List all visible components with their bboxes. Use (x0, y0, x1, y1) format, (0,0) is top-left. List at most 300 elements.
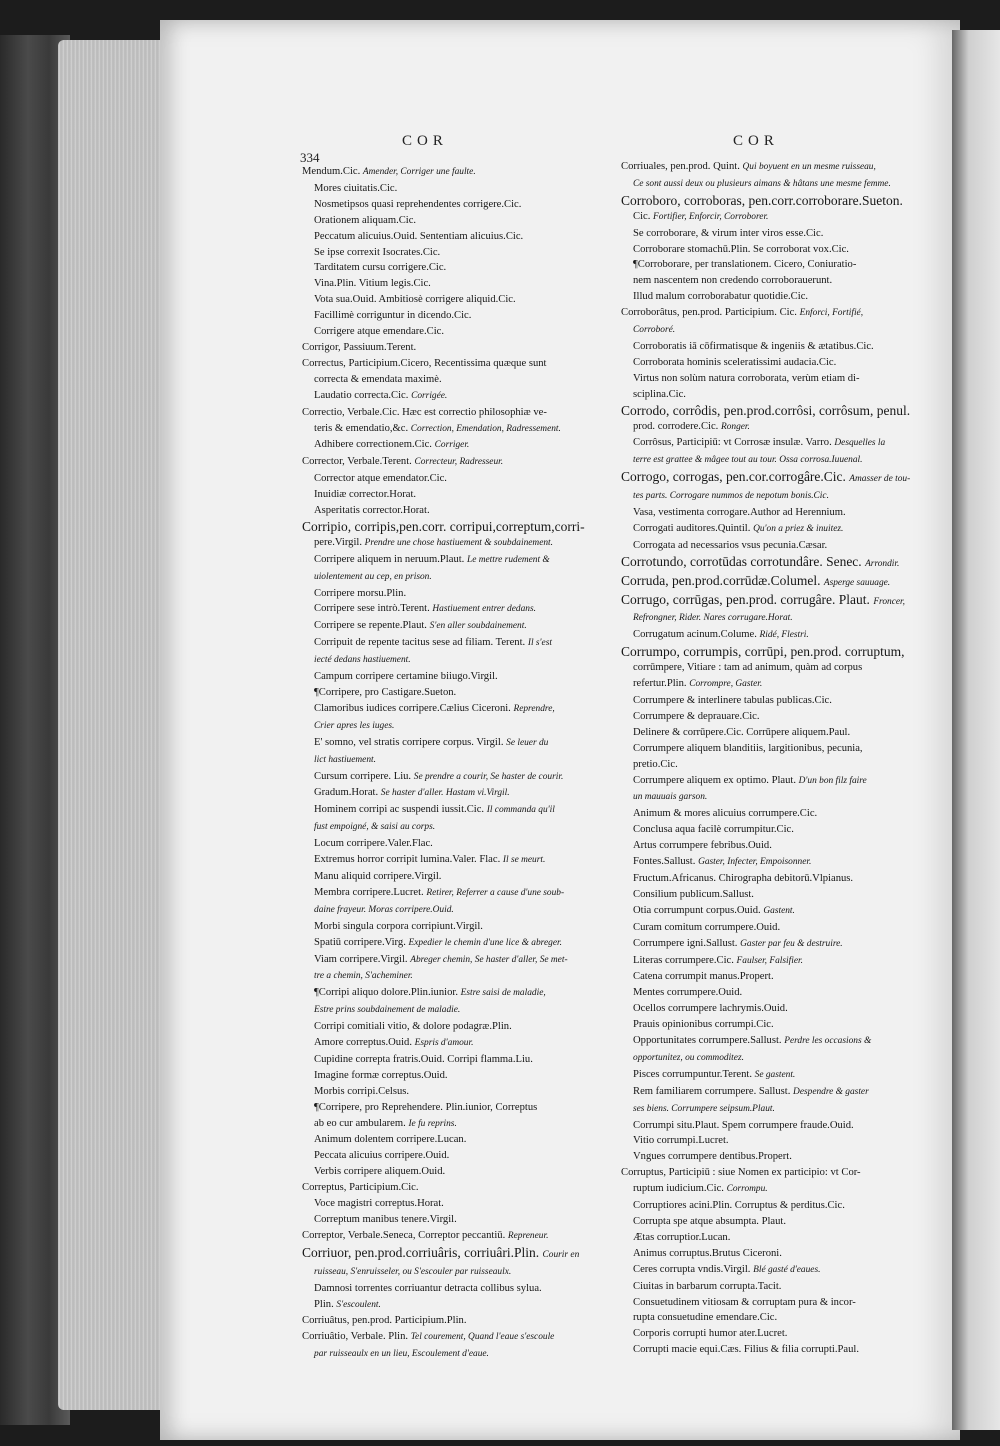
dictionary-line (621, 822, 933, 838)
dictionary-line (302, 1116, 614, 1133)
latin-text: Opportunitates corrumpere.Sallust. (633, 1035, 782, 1047)
latin-text: Consilium publicum.Sallust. (633, 888, 754, 900)
dictionary-line (621, 387, 933, 403)
latin-text: Campum corripere certamine biiugo.Virgil. (314, 671, 498, 683)
latin-text: Animum & mores alicuius corrumpere.Cic. (633, 808, 818, 820)
dictionary-line (621, 452, 933, 469)
latin-text: Corrumpere aliquem ex optimo. Plaut. (633, 774, 796, 786)
dictionary-line (621, 159, 933, 176)
french-gloss: opportunitez, ou commoditez. (633, 1052, 744, 1063)
latin-text: Correptum manibus tenere.Virgil. (314, 1214, 457, 1225)
dictionary-line (621, 573, 933, 592)
latin-text: Corrumpere igni.Sallust. (633, 937, 738, 949)
french-gloss: Refrongner, Rider. Nares corrugare.Horat. (633, 613, 793, 624)
latin-text: Viam corripere.Virgil. (314, 953, 408, 965)
dictionary-line (302, 785, 614, 802)
latin-text: Ceres corrupta vndis.Virgil. (633, 1263, 751, 1275)
dictionary-line (621, 693, 933, 709)
dictionary-line (302, 685, 614, 701)
dictionary-line (302, 601, 614, 618)
latin-text: Illud malum corroborabatur quotidie.Cic. (633, 291, 809, 303)
dictionary-line (302, 769, 614, 786)
dictionary-line (302, 1281, 614, 1297)
dictionary-line (302, 1084, 614, 1100)
dictionary-line (302, 197, 614, 213)
latin-text: Corrumpere & deprauare.Cic. (633, 710, 760, 722)
dictionary-line (302, 701, 614, 718)
latin-text: ruptum iudicium.Cic. (633, 1183, 724, 1195)
dictionary-line (621, 1084, 933, 1101)
dictionary-line (302, 213, 614, 229)
latin-text: Corrotundo, corrotūdas corrotundâre. Senec. (621, 553, 862, 569)
latin-text: Artus corrumpere febribus.Ouid. (633, 840, 772, 852)
latin-text: Corroborata hominis sceleratissimi audacia.Cic. (633, 356, 837, 368)
french-gloss: Retirer, Referrer a cause d'une soub- (426, 887, 565, 898)
dictionary-line (302, 1346, 614, 1363)
latin-text: Adhibere correctionem.Cic. (314, 439, 432, 451)
dictionary-line (302, 181, 614, 197)
latin-text: Correctio, Verbale.Cic. Hæc est correctio philosophiæ ve- (302, 406, 547, 418)
dictionary-line (621, 725, 933, 741)
dictionary-line (302, 1313, 614, 1329)
latin-text: Virtus non solùm natura corroborata, verùm etiam di- (633, 372, 860, 384)
french-gloss: terre est grattee & mâgee tout au tour. Ossa corrosa.Iuuenal. (633, 455, 863, 466)
latin-text: Fontes.Sallust. (633, 856, 696, 868)
dictionary-line (621, 1001, 933, 1017)
latin-text: Asperitatis corrector.Horat. (314, 505, 430, 517)
latin-text: ¶Corripere, pro Reprehendere. Plin.iunior, Correptus (314, 1101, 538, 1113)
dictionary-line (621, 1198, 933, 1214)
dictionary-line (621, 789, 933, 806)
dictionary-line (302, 1019, 614, 1035)
dictionary-line (302, 618, 614, 635)
latin-text: Inuidiæ corrector.Horat. (314, 489, 417, 501)
french-gloss: lict hastiuement. (314, 754, 376, 765)
dictionary-line (302, 885, 614, 902)
dictionary-line (621, 289, 933, 305)
dictionary-line (621, 627, 933, 644)
dictionary-line (621, 610, 933, 627)
latin-text: Pisces corrumpuntur.Terent. (633, 1068, 752, 1080)
dictionary-line (621, 709, 933, 725)
dictionary-line (621, 322, 933, 339)
latin-text: Delinere & corrūpere.Cic. Corrūpere aliquem.Paul. (633, 726, 851, 738)
dictionary-line (302, 669, 614, 685)
latin-text: Mores ciuitatis.Cic. (314, 182, 398, 194)
french-gloss: S'en aller soubdainement. (429, 621, 527, 632)
dictionary-line (302, 471, 614, 487)
right-column (621, 159, 933, 1358)
latin-text: Corripere sese intrò.Terent. (314, 603, 430, 615)
dictionary-line (621, 773, 933, 790)
dictionary-line (621, 644, 933, 660)
latin-text: Corroboratis iā cōfirmatisque & ingeniis & ætatibus.Cic. (633, 340, 874, 352)
latin-text: Corrumpere & interlinere tabulas publicas.Cic. (633, 695, 832, 706)
latin-text: Correptus, Participium.Cic. (302, 1182, 419, 1194)
dictionary-line (621, 1230, 933, 1246)
french-gloss: Despendre & gaster (793, 1086, 869, 1097)
dictionary-line (621, 273, 933, 289)
dictionary-line (302, 405, 614, 421)
dictionary-line (621, 1067, 933, 1084)
page-edges (58, 40, 168, 1410)
french-gloss: D'un bon filz faire (798, 775, 867, 786)
dictionary-line (302, 276, 614, 292)
french-gloss: uiolentement au cep, en prison. (314, 571, 432, 582)
french-gloss: par ruisseaulx en un lieu, Escoulement d'eaue. (314, 1349, 489, 1360)
latin-text: pere.Virgil. (314, 536, 363, 548)
dictionary-line (621, 538, 933, 554)
dictionary-line (302, 356, 614, 372)
latin-text: ¶Corroborare, per translationem. Cicero, Coniuratio- (633, 259, 857, 271)
latin-text: Imagine formæ correptus.Ouid. (314, 1069, 448, 1081)
french-gloss: Arrondir. (865, 558, 900, 569)
dictionary-line (621, 806, 933, 822)
latin-text: refertur.Plin. (633, 678, 687, 690)
french-gloss: Espris d'amour. (414, 1038, 474, 1049)
dictionary-line (302, 454, 614, 471)
latin-text: pretio.Cic. (633, 758, 678, 770)
latin-text: Vota sua.Ouid. Ambitiosè corrigere aliquid.Cic. (314, 294, 516, 306)
french-gloss: Qu'on a priez & inuitez. (753, 523, 844, 534)
dictionary-line (302, 902, 614, 919)
latin-text: Corripere morsu.Plin. (314, 587, 407, 599)
latin-text: Corruptus, Participiū : siue Nomen ex participio: vt Cor- (621, 1167, 861, 1179)
latin-text: Otia corrumpunt corpus.Ouid. (633, 904, 761, 916)
latin-text: ¶Corripere, pro Castigare.Sueton. (314, 687, 457, 698)
latin-text: Corripuit de repente tacitus sese ad filiam. Terent. (314, 637, 526, 649)
running-head-left: COR (402, 133, 448, 149)
dictionary-line (621, 838, 933, 854)
latin-text: Morbi singula corpora corripiunt.Virgil. (314, 920, 483, 932)
french-gloss: tes parts. Corrogare nummos de nepotum bonis.Cic. (633, 491, 829, 502)
dictionary-line (302, 372, 614, 388)
dictionary-line (621, 1279, 933, 1295)
latin-text: Verbis corripere aliquem.Ouid. (314, 1166, 446, 1178)
latin-text: Extremus horror corripit lumina.Valer. Flac. (314, 854, 501, 866)
latin-text: E' somno, vel stratis corripere corpus. Virgil. (314, 736, 504, 748)
dictionary-line (302, 1228, 614, 1245)
french-gloss: un mauuais garson. (633, 792, 708, 803)
dictionary-line (621, 985, 933, 1001)
running-head-right: COR (733, 133, 779, 149)
latin-text: Corrumpi situ.Plaut. Spem corrumpere fraude.Ouid. (633, 1119, 854, 1131)
dictionary-line (621, 1149, 933, 1165)
dictionary-line (302, 1245, 614, 1264)
dictionary-line (621, 871, 933, 887)
french-gloss: Expedier le chemin d'une lice & abreger. (408, 937, 562, 948)
french-gloss: Blé gasté d'eaues. (753, 1264, 821, 1275)
latin-text: Damnosi torrentes corriuantur detracta collibus sylua. (314, 1282, 542, 1294)
dictionary-line (621, 854, 933, 871)
latin-text: Corrector atque emendator.Cic. (314, 473, 447, 485)
dictionary-line (621, 419, 933, 436)
latin-text: Corrugatum acinum.Colume. (633, 629, 757, 641)
french-gloss: Ridé, Flestri. (759, 630, 809, 641)
dictionary-line (621, 936, 933, 953)
latin-text: Corrugo, corrūgas, pen.prod. corrugâre. Plaut. (621, 591, 870, 607)
latin-text: Corrodo, corrôdis, pen.prod.corrôsi, corrôsum, penul. (621, 402, 911, 418)
dictionary-line (621, 1165, 933, 1181)
dictionary-line (621, 1017, 933, 1033)
latin-text: Voce magistri correptus.Horat. (314, 1198, 444, 1210)
dictionary-line (621, 592, 933, 611)
french-gloss: Se gastent. (754, 1069, 796, 1080)
dictionary-line (621, 1181, 933, 1198)
latin-text: Corripere se repente.Plaut. (314, 620, 427, 632)
latin-text: Corripi comitiali vitio, & dolore podagræ.Plin. (314, 1021, 512, 1033)
latin-text: Correptor, Verbale.Seneca, Correptor peccantiū. (302, 1229, 506, 1241)
latin-text: Manu aliquid corripere.Virgil. (314, 870, 442, 882)
dictionary-line (302, 1002, 614, 1019)
latin-text: Prauis opinionibus corrumpi.Cic. (633, 1019, 774, 1031)
latin-text: Se ipse correxit Isocrates.Cic. (314, 246, 441, 258)
french-gloss: Corrompre, Gaster. (689, 679, 763, 690)
latin-text: Mentes corrumpere.Ouid. (633, 987, 743, 999)
french-gloss: Abreger chemin, Se haster d'aller, Se met- (410, 954, 568, 965)
dictionary-line (621, 1262, 933, 1279)
dictionary-line (302, 503, 614, 519)
latin-text: Orationem aliquam.Cic. (314, 214, 417, 226)
latin-text: Corrumpo, corrumpis, corrūpi, pen.prod. corruptum, (621, 644, 905, 660)
dictionary-line (621, 1295, 933, 1311)
french-gloss: Repreneur. (507, 1230, 549, 1241)
dictionary-line (621, 1118, 933, 1134)
french-gloss: Prendre une chose hastiuement & soubdainement. (364, 537, 553, 548)
french-gloss: Estre prins soubdainement de maladie. (314, 1005, 461, 1016)
french-gloss: Corrompu. (726, 1184, 768, 1195)
dictionary-line (621, 554, 933, 573)
french-gloss: Ce sont aussi deux ou plusieurs aimans & hâtans une mesme femme. (633, 178, 891, 189)
latin-text: Animum dolentem corripere.Lucan. (314, 1134, 467, 1146)
latin-text: Catena corrumpit manus.Propert. (633, 971, 774, 983)
latin-text: Clamoribus iudices corripere.Cælius Ciceroni. (314, 702, 511, 714)
french-gloss: Le mettre rudement & (467, 554, 550, 565)
latin-text: Literas corrumpere.Cic. (633, 954, 734, 966)
french-gloss: Froncer, (873, 596, 905, 607)
dictionary-line (302, 1052, 614, 1068)
french-gloss: ses biens. Corrumpere seipsum.Plaut. (633, 1103, 775, 1114)
french-gloss: Corriger. (434, 440, 470, 451)
dictionary-line (302, 935, 614, 952)
dictionary-line (621, 242, 933, 258)
dictionary-line (302, 535, 614, 552)
dictionary-line (302, 1329, 614, 1346)
latin-text: Peccata alicuius corripere.Ouid. (314, 1150, 450, 1162)
dictionary-line (621, 903, 933, 920)
dictionary-line (302, 487, 614, 503)
latin-text: Tarditatem cursu corrigere.Cic. (314, 262, 447, 274)
dictionary-line (302, 421, 614, 438)
latin-text: Corrôsus, Participiū: vt Corrosæ insulæ. Varro. (633, 437, 832, 449)
latin-text: ab eo cur ambularem. (314, 1117, 406, 1129)
latin-text: Fructum.Africanus. Chirographa debitorū.Vlpianus. (633, 872, 854, 884)
dictionary-line (302, 1132, 614, 1148)
latin-text: Mendum.Cic. (302, 166, 361, 177)
french-gloss: Crier apres les iuges. (314, 720, 395, 731)
dictionary-line (302, 245, 614, 261)
french-gloss: S'escoulent. (336, 1299, 381, 1310)
dictionary-line (621, 469, 933, 488)
dictionary-line (302, 1148, 614, 1164)
french-gloss: Courir en (542, 1249, 580, 1260)
dictionary-line (302, 437, 614, 454)
dictionary-line (302, 752, 614, 769)
french-gloss: Perdre les occasions & (784, 1036, 872, 1047)
dictionary-line (302, 1035, 614, 1052)
french-gloss: Ie fu reprins. (408, 1118, 457, 1129)
dictionary-line (302, 718, 614, 735)
latin-text: Corrumpere aliquem blanditiis, largitionibus, pecunia, (633, 742, 863, 754)
dictionary-line (302, 260, 614, 276)
dictionary-line (621, 193, 933, 209)
french-gloss: Il se meurt. (502, 855, 546, 866)
dictionary-line (302, 1297, 614, 1314)
dictionary-line (621, 1342, 933, 1358)
french-gloss: Fortifier, Enforcir, Corroborer. (653, 211, 769, 222)
page-number: 334 (300, 150, 320, 165)
dictionary-line (621, 1310, 933, 1326)
dictionary-line (621, 226, 933, 242)
dictionary-line (302, 735, 614, 752)
dictionary-line (621, 1050, 933, 1067)
dictionary-line (621, 371, 933, 387)
latin-text: Corriuales, pen.prod. Quint. (621, 161, 740, 172)
french-gloss: fust empoigné, & saisi au corps. (314, 822, 436, 833)
latin-text: Vitio corrumpi.Lucret. (633, 1135, 729, 1147)
latin-text: Se corroborare, & virum inter viros esse.Cic. (633, 227, 824, 239)
dictionary-line (302, 388, 614, 405)
dictionary-line (302, 569, 614, 586)
dictionary-line (302, 1196, 614, 1212)
latin-text: Ocellos corrumpere lachrymis.Ouid. (633, 1003, 788, 1015)
latin-text: Corrigor, Passiuum.Terent. (302, 341, 417, 353)
latin-text: Gradum.Horat. (314, 787, 379, 799)
dictionary-line (302, 308, 614, 324)
latin-text: Corrupti macie equi.Cæs. Filius & filia corrupti.Paul. (633, 1344, 859, 1356)
dictionary-line (621, 403, 933, 419)
latin-text: Corrupta spe atque absumpta. Plaut. (633, 1216, 786, 1227)
dictionary-line (621, 920, 933, 936)
latin-text: Cic. (633, 210, 651, 222)
latin-text: Vngues corrumpere dentibus.Propert. (633, 1151, 792, 1163)
dictionary-line (621, 741, 933, 757)
dictionary-line (302, 229, 614, 245)
latin-text: Correctus, Participium.Cicero, Recentissima quæque sunt (302, 357, 547, 369)
dictionary-line (621, 257, 933, 273)
dictionary-line (302, 836, 614, 852)
french-gloss: Se prendre a courir, Se haster de courir. (413, 771, 564, 782)
latin-text: Corriuor, pen.prod.corriuâris, corriuâri.Plin. (302, 1244, 540, 1260)
latin-text: Corripio, corripis,pen.corr. corripui,correptum,corri- (302, 518, 585, 534)
french-gloss: Qui boyuent en un mesme ruisseau, (742, 162, 876, 172)
dictionary-line (621, 521, 933, 538)
latin-text: Corrogata ad necessarios vsus pecunia.Cæsar. (633, 539, 828, 551)
dictionary-line (302, 852, 614, 869)
french-gloss: Enforci, Fortifié, (799, 308, 864, 319)
dictionary-line (621, 757, 933, 773)
latin-text: Corroborare stomachū.Plin. Se corroborat vox.Cic. (633, 243, 849, 255)
latin-text: Rem familiarem corrumpere. Sallust. (633, 1085, 791, 1097)
latin-text: Corruda, pen.prod.corrūdæ.Columel. (621, 572, 821, 588)
latin-text: correcta & emendata maximè. (314, 373, 442, 385)
french-gloss: Corroboré. (633, 325, 676, 336)
latin-text: Morbis corripi.Celsus. (314, 1085, 410, 1097)
french-gloss: Gaster par feu & destruire. (740, 938, 843, 949)
dictionary-line (302, 164, 614, 181)
latin-text: corrūmpere, Vitiare : tam ad animum, quàm ad corpus (633, 662, 863, 674)
french-gloss: Il s'est (527, 638, 552, 649)
latin-text: Corrogo, corrogas, pen.cor.corrogâre.Cic. (621, 469, 846, 485)
french-gloss: Estre saisi de maladie, (460, 988, 546, 999)
latin-text: Corporis corrupti humor ater.Lucret. (633, 1328, 788, 1340)
latin-text: Corrector, Verbale.Terent. (302, 456, 412, 468)
latin-text: sciplina.Cic. (633, 388, 686, 400)
dictionary-line (302, 985, 614, 1002)
french-gloss: Amender, Corriger une faulte. (362, 167, 476, 177)
french-gloss: Correction, Emendation, Radressement. (410, 423, 561, 434)
dictionary-line (302, 635, 614, 652)
dictionary-line (302, 802, 614, 819)
latin-text: prod. corrodere.Cic. (633, 420, 719, 432)
dictionary-line (302, 324, 614, 340)
dictionary-line (302, 1164, 614, 1180)
dictionary-line (302, 552, 614, 569)
latin-text: Nosmetipsos quasi reprehendentes corrigere.Cic. (314, 198, 522, 210)
latin-text: Ætas corruptior.Lucan. (633, 1231, 731, 1243)
dictionary-line (621, 1246, 933, 1262)
dictionary-line (621, 676, 933, 693)
dictionary-line (302, 1100, 614, 1116)
latin-text: nem nascentem non credendo corroborauerunt. (633, 275, 833, 287)
dictionary-line (302, 1068, 614, 1084)
dictionary-line (621, 305, 933, 322)
latin-text: Locum corripere.Valer.Flac. (314, 838, 433, 850)
dictionary-line (621, 176, 933, 193)
french-gloss: Asperge sauuage. (823, 577, 891, 588)
french-gloss: Correcteur, Radresseur. (414, 457, 504, 468)
dictionary-line (302, 340, 614, 356)
french-gloss: Gaster, Infecter, Empoisonner. (698, 857, 812, 868)
french-gloss: Desquelles la (834, 438, 886, 449)
dictionary-line (621, 1133, 933, 1149)
latin-text: Corriuâtio, Verbale. Plin. (302, 1331, 409, 1343)
french-gloss: Reprendre, (513, 703, 555, 714)
dictionary-line (302, 952, 614, 969)
french-gloss: daine frayeur. Moras corripere.Ouid. (314, 904, 454, 915)
dictionary-line (621, 1326, 933, 1342)
latin-text: Corrogati auditores.Quintil. (633, 522, 751, 534)
latin-text: Conclusa aqua facilè corrumpitur.Cic. (633, 824, 794, 836)
latin-text: Corroboro, corroboras, pen.corr.corroborare.Sueton. (621, 192, 903, 208)
dictionary-line (302, 1180, 614, 1196)
dictionary-line (302, 519, 614, 535)
dictionary-line (302, 1264, 614, 1281)
latin-text: Corripere aliquem in neruum.Plaut. (314, 553, 465, 565)
latin-text: Plin. (314, 1298, 334, 1310)
latin-text: Corrigere atque emendare.Cic. (314, 326, 445, 338)
french-gloss: Tel courement, Quand l'eaue s'escoule (410, 1332, 555, 1343)
french-gloss: Gastent. (763, 905, 795, 916)
latin-text: Corroborâtus, pen.prod. Participium. Cic. (621, 307, 797, 319)
dictionary-line (621, 887, 933, 903)
latin-text: rupta consuetudine emendare.Cic. (633, 1312, 778, 1324)
latin-text: teris & emendatio,&c. (314, 422, 409, 434)
french-gloss: tre a chemin, S'acheminer. (314, 971, 413, 982)
latin-text: Spatiū corripere.Virg. (314, 936, 406, 948)
latin-text: Facillimè corriguntur in dicendo.Cic. (314, 310, 472, 322)
latin-text: Corriuâtus, pen.prod. Participium.Plin. (302, 1315, 467, 1327)
